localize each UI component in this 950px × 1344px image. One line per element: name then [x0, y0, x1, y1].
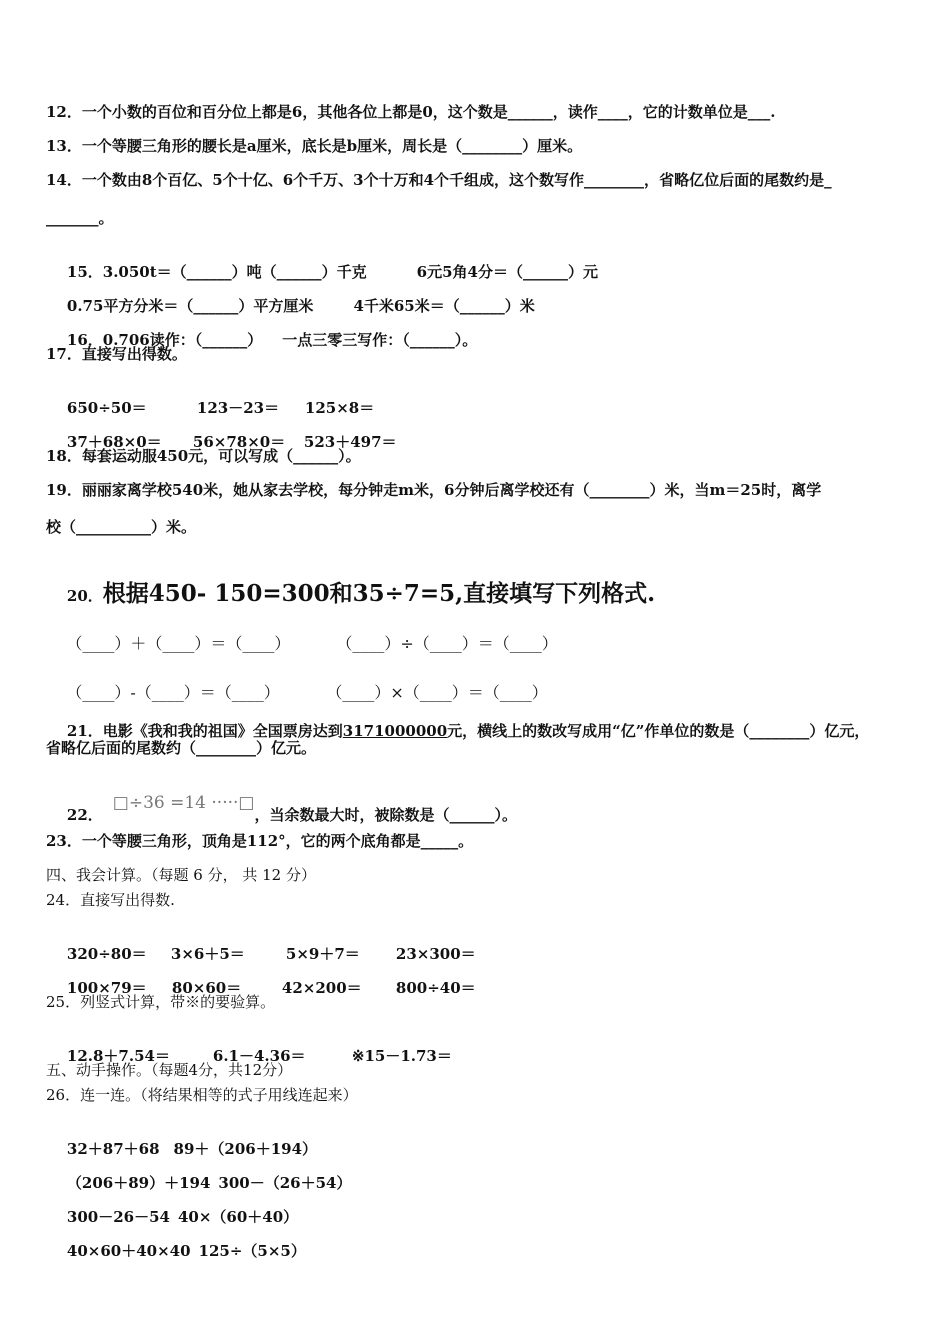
- q25-item: 12.8＋7.54＝: [66, 1047, 170, 1065]
- q25-item: ※15－1.73＝: [351, 1047, 452, 1065]
- q26-right: 125÷（5×5）: [198, 1242, 306, 1260]
- question-17: 17．直接写出得数。: [46, 345, 187, 363]
- question-13: 13．一个等腰三角形的腰长是a厘米，底长是b厘米，周长是（________）厘米。: [46, 137, 583, 155]
- section-4-heading: 四、我会计算。（每题 6 分， 共 12 分）: [46, 866, 316, 884]
- q24-item: 100×79＝: [66, 979, 147, 997]
- q20-formula: （____）÷（____）＝（____）: [336, 634, 558, 653]
- q21-prefix: 21．电影《我和我的祖国》全国票房达到: [66, 722, 343, 740]
- q24-item: 3×6＋5＝: [170, 945, 245, 963]
- q24-item: 800÷40＝: [395, 979, 476, 997]
- q26-right: 89＋（206＋194）: [173, 1140, 318, 1158]
- q21-suffix: 元，横线上的数改写成用“亿”作单位的数是（________）亿元，: [447, 722, 870, 740]
- q26-right: 300－（26＋54）: [218, 1174, 352, 1192]
- q17-item: 123－23＝: [196, 399, 280, 417]
- q20-number: 20．: [66, 587, 103, 605]
- q20-formula: （____）×（____）＝（____）: [326, 683, 548, 702]
- q26-left: 300－26－54: [66, 1208, 170, 1226]
- q17-item: 650÷50＝: [66, 399, 147, 417]
- q20-formula: （____）-（____）＝（____）: [66, 683, 280, 702]
- question-26: 26．连一连。（将结果相等的式子用线连起来）: [46, 1086, 358, 1104]
- question-18: 18．每套运动服450元，可以写成（______）。: [46, 447, 361, 465]
- q15-part4: 4千米65米＝（______）米: [353, 297, 535, 315]
- q24-item: 320÷80＝: [66, 945, 147, 963]
- q15-part3: 0.75平方分米＝（______）平方厘米: [66, 297, 314, 315]
- q17-item: 56×78×0＝: [192, 433, 286, 451]
- question-21-line2: 省略亿后面的尾数约（________）亿元。: [46, 739, 317, 757]
- q20-text: 根据450- 150=300和35÷7=5,直接填写下列格式.: [102, 580, 656, 607]
- q26-row4: [46, 1221, 306, 1281]
- q22-formula-image: □÷36 =14 ·····□: [112, 793, 255, 813]
- question-14-line2: _______。: [46, 209, 114, 227]
- q26-left: 32＋87＋68: [66, 1140, 160, 1158]
- q17-item: 523＋497＝: [303, 433, 397, 451]
- q24-item: 42×200＝: [281, 979, 362, 997]
- q24-item: 5×9＋7＝: [285, 945, 360, 963]
- question-12: 12．一个小数的百位和百分位上都是6，其他各位上都是0，这个数是______，读作____，它的计数单位是___.: [46, 103, 776, 121]
- question-19-line2: 校（__________）米。: [46, 518, 197, 536]
- q21-number: 3171000000: [342, 722, 448, 740]
- section-5-heading: 五、动手操作。（每题4分，共12分）: [46, 1061, 293, 1079]
- q25-item: 6.1－4.36＝: [212, 1047, 306, 1065]
- q22-number: 22．: [66, 806, 103, 824]
- q26-left: 40×60＋40×40: [66, 1242, 191, 1260]
- q26-left: （206＋89）＋194: [66, 1174, 211, 1192]
- q17-item: 125×8＝: [304, 399, 375, 417]
- q24-item: 23×300＝: [395, 945, 476, 963]
- question-23: 23．一个等腰三角形，顶角是112°，它的两个底角都是_____。: [46, 832, 474, 850]
- q26-right: 40×（60＋40）: [177, 1208, 299, 1226]
- question-24: 24．直接写出得数.: [46, 891, 175, 909]
- q24-item: 80×60＝: [171, 979, 242, 997]
- question-25: 25．列竖式计算，带※的要验算。: [46, 993, 276, 1011]
- question-14-line1: 14．一个数由8个百亿、5个十亿、6个千万、3个十万和4个千组成，这个数写作________，省略亿位后面的尾数约是_: [46, 171, 832, 189]
- q16-part1: 16．0.706读作：（______）: [66, 331, 263, 349]
- q20-formula: （____）＋（____）＝（____）: [66, 634, 291, 653]
- question-19-line1: 19．丽丽家离学校540米，她从家去学校，每分钟走m米，6分钟后离学校还有（________）米，当m＝25时，离学: [46, 481, 822, 499]
- q16-part2: 一点三零三写作：（______）。: [282, 331, 478, 349]
- q15-part1: 15．3.050t＝（______）吨（______）千克: [66, 263, 367, 281]
- q22-text: ，当余数最大时，被除数是（______）。: [254, 806, 517, 824]
- q15-part2: 6元5角4分＝（______）元: [416, 263, 598, 281]
- q17-item: 37＋68×0＝: [66, 433, 162, 451]
